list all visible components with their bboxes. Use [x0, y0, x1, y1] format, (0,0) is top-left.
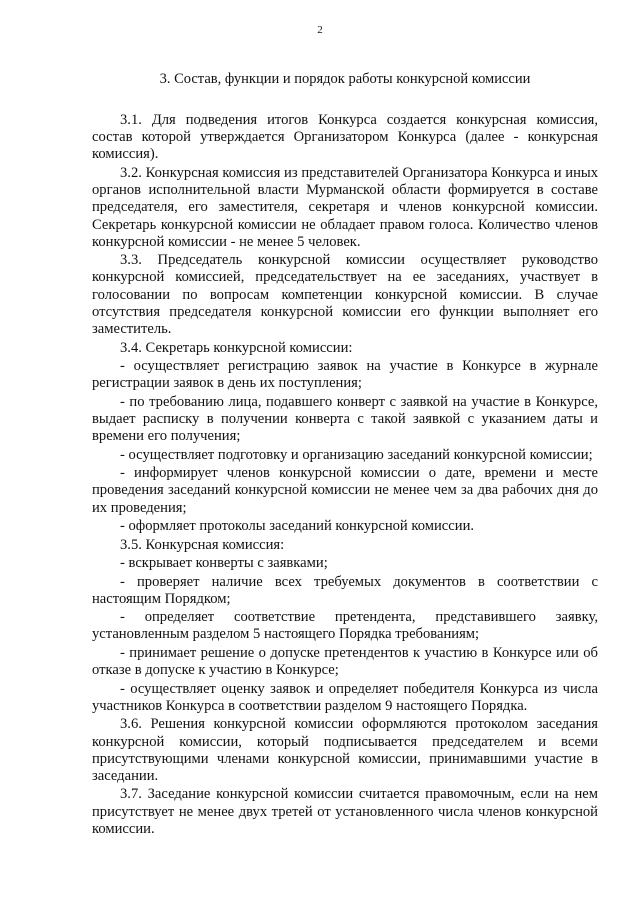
list-item: - осуществляет оценку заявок и определяет победителя Конкурса из числа участников Конкурса в соответствии разделом 9 настоящего Порядка.: [92, 680, 598, 714]
paragraph-3-7: 3.7. Заседание конкурсной комиссии считается правомочным, если на нем присутствует не менее двух третей от установленного числа членов конкурсной комиссии.: [92, 786, 598, 837]
paragraph-3-3: 3.3. Председатель конкурсной комиссии осуществляет руководство конкурсной комиссией, председательствует на ее заседаниях, участвует в голосовании по вопросам компетенции конкурсной комиссии. В случае отсутствия председателя конкурсной комиссии его функции выполняет его заместитель.: [92, 252, 598, 338]
paragraph-3-4: 3.4. Секретарь конкурсной комиссии:: [120, 339, 353, 356]
page-number: 2: [317, 24, 323, 36]
list-item: - вскрывает конверты с заявками;: [120, 555, 328, 572]
list-item: - оформляет протоколы заседаний конкурсной комиссии.: [120, 518, 475, 535]
section-body: [92, 112, 598, 839]
paragraph-3-1: 3.1. Для подведения итогов Конкурса создается конкурсная комиссия, состав которой утверждается Организатором Конкурса (далее - конкурсная комиссия).: [92, 112, 598, 163]
list-item: - по требованию лица, подавшего конверт с заявкой на участие в Конкурсе, выдает расписку в получении конверта с такой заявкой с указанием даты и времени его получения;: [92, 393, 598, 445]
paragraph-3-2: 3.2. Конкурсная комиссия из представителей Организатора Конкурса и иных органов исполнительной власти Мурманской области формируется в составе председателя, его заместителя, секретаря и членов конкурсной комиссии. Секретарь конкурсной комиссии не обладает правом голоса. Количество членов конкурсной комиссии - не менее 5 человек.: [92, 164, 598, 250]
list-item: - информирует членов конкурсной комиссии о дате, времени и месте проведения заседаний конкурсной комиссии не менее чем за два рабочих дня до их проведения;: [92, 465, 598, 516]
paragraph-3-5: 3.5. Конкурсная комиссия:: [120, 536, 285, 553]
list-item: - определяет соответствие претендента, представившего заявку, установленным разделом 5 настоящего Порядка требованиям;: [92, 609, 598, 643]
list-item: - осуществляет регистрацию заявок на участие в Конкурсе в журнале регистрации заявок в день их поступления;: [92, 358, 598, 392]
list-item: - проверяет наличие всех требуемых документов в соответствии с настоящим Порядком;: [92, 573, 598, 607]
paragraph-3-6: 3.6. Решения конкурсной комиссии оформляются протоколом заседания конкурсной комиссии, который подписывается председателем и всеми присутствующими членами конкурсной комиссии, принимавшими участие в заседании.: [92, 716, 598, 784]
list-item: - принимает решение о допуске претендентов к участию в Конкурсе или об отказе в допуске к участию в Конкурсе;: [92, 644, 598, 679]
list-item: - осуществляет подготовку и организацию заседаний конкурсной комиссии;: [120, 446, 593, 463]
section-heading: 3. Состав, функции и порядок работы конкурсной комиссии: [159, 71, 531, 87]
